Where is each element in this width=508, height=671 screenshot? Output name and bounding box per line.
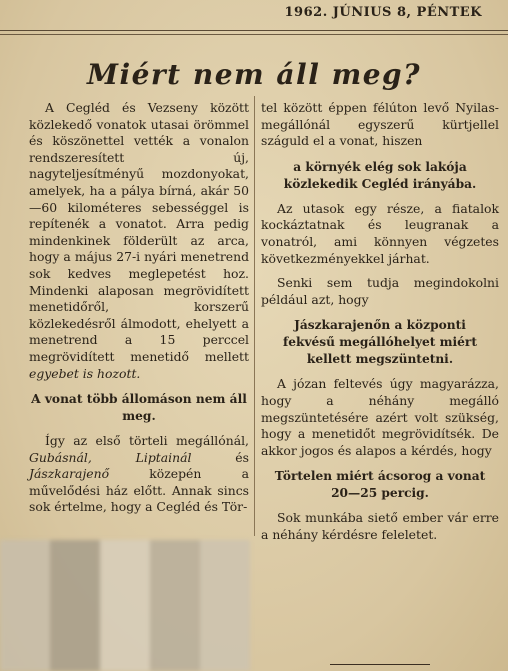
paragraph: A Cegléd és Vezseny között közlekedő vonatok utasai örömmel és köszönettel vették a vonalon rendszeresített új, nagyteljesítményű mozdonyokat, amelyek, ha a pálya bírná, akár 50—60 kilométeres sebességgel is repítenék a vonatot. Arra pedig mindenkinek földerült az arca, hogy a május 27-i nyári menetrend sok kedves meglepetést hoz. Mindenki alaposan megrövidített menetidőről, korszerű közlekedésről álmodott, ehelyett a menetrend a 15 perccel megrövidített menetidő mellett egyebet is hozott. [29, 100, 249, 381]
paragraph: Így az első törteli megállónál, Gubásnál, Liptainál és Jászkarajenő közepén a művelődési ház előtt. Annak sincs sok értelme, hogy a Cegléd és Tör- [29, 433, 249, 515]
dateline-bar [0, 0, 508, 31]
subheading: Jászkarajenőn a központi fekvésű megállóhelyet miért kellett megszüntetni. [283, 318, 477, 367]
column-divider [254, 96, 255, 536]
article-column-left [29, 100, 249, 516]
subheading: Törtelen miért ácsorog a vonat 20—25 percig. [274, 469, 486, 501]
article-column-right [261, 100, 499, 544]
issue-date: 1962. JÚNIUS 8, PÉNTEK [284, 5, 482, 20]
subheading: A vonat több állomáson nem áll meg. [31, 392, 247, 424]
paragraph: A józan feltevés úgy magyarázza, hogy a néhány megálló megszüntetésére azért volt szükség, hogy a menetidőt megrövidítsék. De akkor jogos és alapos a kérdés, hogy [261, 376, 499, 458]
header-divider [0, 34, 508, 35]
paragraph: Sok munkába siető ember vár erre a néhány kérdésre feleletet. [261, 510, 499, 542]
paragraph: Az utasok egy része, a fiatalok kockáztatnak és leugranak a vonatról, ami könnyen végzetes következményekkel járhat. [261, 200, 499, 266]
paragraph: tel között éppen félúton levő Nyilas-megállónál egyszerű kürtjellel száguld el a vonat, hiszen [261, 100, 499, 149]
article-headline: Miért nem áll meg? [86, 58, 421, 91]
subheading: a környék elég sok lakója közlekedik Cegléd irányába. [283, 159, 477, 191]
paragraph: Senki sem tudja megindokolni például azt, hogy [261, 275, 499, 307]
blurred-region [0, 540, 250, 671]
article-end-rule [330, 664, 430, 665]
